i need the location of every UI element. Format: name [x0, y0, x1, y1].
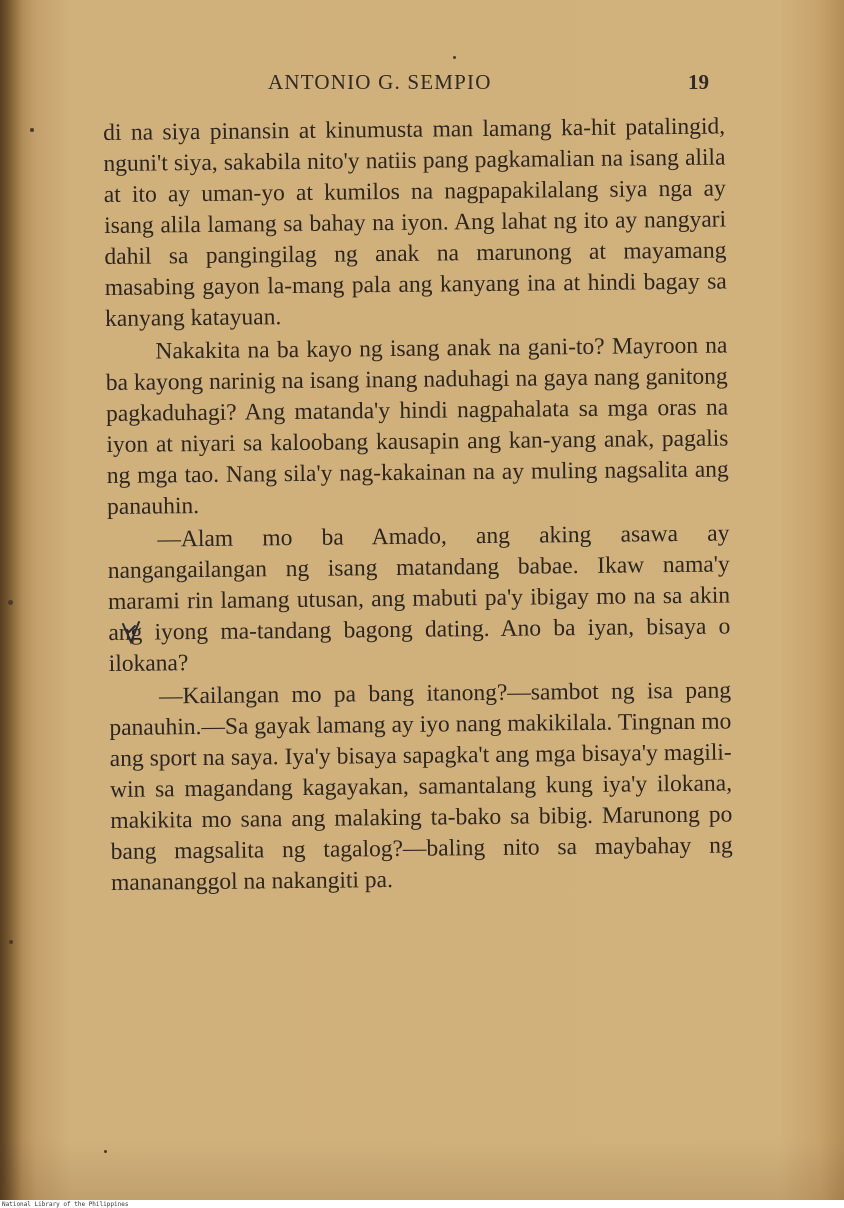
paper-speck: [9, 940, 13, 944]
paper-speck: [453, 56, 456, 59]
paragraph-4: —Kailangan mo pa bang itanong?—sambot ng isa pang panauhin.—Sa gayak lamang ay iyo nang makikilala. Tingnan mo ang sport na saya. Iya'y bisaya sapagka't ang mga bisaya'y magili-win sa magandang kagayakan, samantalang kung iya'y ilokana, makikita mo sana ang malaking ta-bako sa bibig. Marunong po bang magsalita ng tagalog?—baling nito sa maybahay ng manananggol na nakangiti pa.: [109, 677, 733, 896]
paper-speck: [8, 600, 13, 605]
running-head: ANTONIO G. SEMPIO: [268, 70, 492, 94]
paragraph-2: Nakakita na ba kayo ng isang anak na gani-to? Mayroon na ba kayong narinig na isang inang naduhagi na gaya nang ganitong pagkaduhagi? Ang matanda'y hindi nagpahalata sa mga oras na iyon at niyari sa kaloobang kausapin ang kan-yang anak, pagalis ng mga tao. Nang sila'y nag-kakainan na ay muling nagsalita ang panauhin.: [105, 332, 729, 520]
paper-speck: [30, 128, 34, 132]
paper-speck: [104, 1150, 107, 1153]
footer-credit: National Library of the Philippines: [2, 1201, 129, 1208]
body-text: [103, 111, 733, 898]
paragraph-3: —Alam mo ba Amado, ang aking asawa ay nangangailangan ng isang matandang babae. Ikaw nama'y marami rin lamang utusan, ang mabuti pa'y ibigay mo na sa akin ang iyong ma-tandang bagong dating. Ano ba iyan, bisaya o ilokana?: [107, 520, 731, 677]
page-number: 19: [688, 70, 709, 94]
handwritten-check-mark-icon: [117, 618, 153, 654]
paragraph-1: di na siya pinansin at kinumusta man lamang ka-hit patalingid, nguni't siya, sakabila nito'y natiis pang pagkamalian na isang alila at ito ay uman-yo at kumilos na nagpapakilalang siya nga ay isang alila lamang sa bahay na iyon. Ang lahat ng ito ay nangyari dahil sa pangingilag ng anak na marunong at mayamang masabing gayon la-mang pala ang kanyang ina at hindi bagay sa kanyang katayuan.: [103, 113, 727, 332]
